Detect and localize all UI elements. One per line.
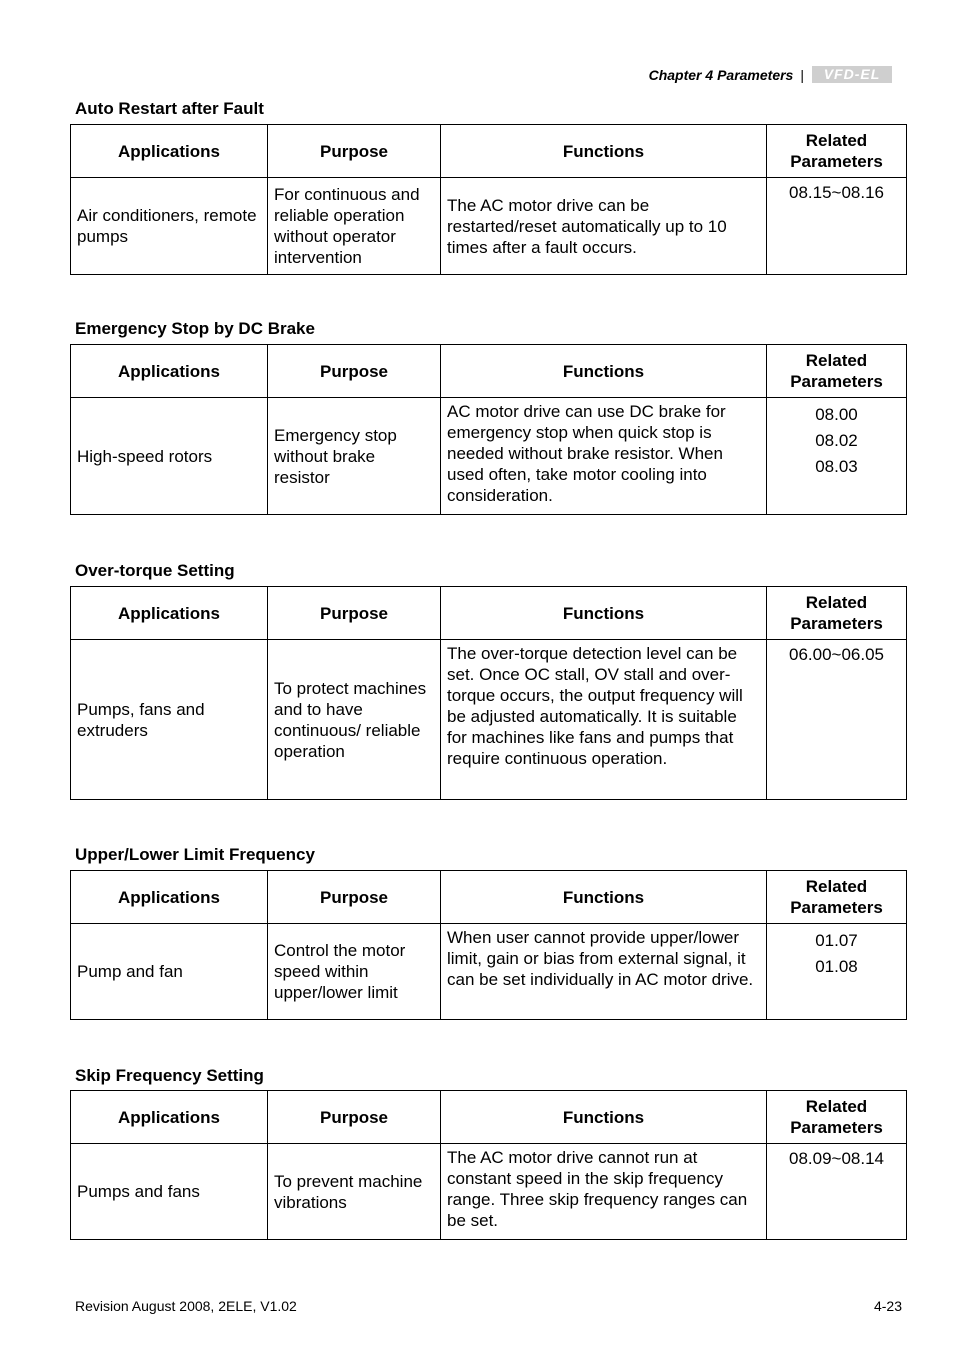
col-functions: Functions bbox=[441, 587, 767, 640]
col-applications: Applications bbox=[71, 1091, 268, 1144]
chapter-title: Chapter 4 Parameters bbox=[648, 66, 794, 83]
table-row bbox=[71, 924, 907, 1020]
related-param: 08.09~08.14 bbox=[788, 1149, 884, 1168]
cell-related bbox=[767, 178, 907, 275]
col-purpose: Purpose bbox=[268, 871, 441, 924]
table-row bbox=[71, 178, 907, 275]
table-header-row bbox=[71, 345, 907, 398]
cell-functions: The AC motor drive can be restarted/reset automatically up to 10 times after a fault occurs. bbox=[441, 178, 767, 275]
col-functions: Functions bbox=[441, 345, 767, 398]
section-title-skip-frequency: Skip Frequency Setting bbox=[75, 1066, 264, 1085]
related-param: 01.08 bbox=[815, 957, 858, 976]
cell-applications: Pumps, fans and extruders bbox=[71, 640, 268, 800]
cell-functions: The over-torque detection level can be set. Once OC stall, OV stall and over-torque occurs, the output frequency will be adjusted automatically. It is suitable for machines like fans and pumps that require continuous operation. bbox=[441, 640, 767, 800]
col-purpose: Purpose bbox=[268, 587, 441, 640]
page-number: 4-23 bbox=[873, 1298, 902, 1314]
related-param: 08.15~08.16 bbox=[788, 183, 884, 202]
related-param: 01.07 bbox=[815, 931, 858, 950]
col-purpose: Purpose bbox=[268, 345, 441, 398]
table-limit-frequency bbox=[70, 870, 907, 1020]
section-title-emergency-stop: Emergency Stop by DC Brake bbox=[75, 319, 315, 338]
col-related: Related Parameters bbox=[767, 125, 907, 178]
col-related: Related Parameters bbox=[767, 345, 907, 398]
col-related: Related Parameters bbox=[767, 871, 907, 924]
table-row bbox=[71, 398, 907, 515]
section-title-auto-restart: Auto Restart after Fault bbox=[75, 99, 264, 118]
col-functions: Functions bbox=[441, 125, 767, 178]
cell-related bbox=[767, 924, 907, 1020]
table-header-row bbox=[71, 587, 907, 640]
col-related: Related Parameters bbox=[767, 1091, 907, 1144]
related-param: 06.00~06.05 bbox=[788, 645, 884, 664]
col-purpose: Purpose bbox=[268, 1091, 441, 1144]
table-emergency-stop bbox=[70, 344, 907, 515]
cell-applications: High-speed rotors bbox=[71, 398, 268, 515]
cell-functions: The AC motor drive cannot run at constant speed in the skip frequency range. Three skip frequency ranges can be set. bbox=[441, 1144, 767, 1240]
revision-footer: Revision August 2008, 2ELE, V1.02 bbox=[75, 1298, 297, 1314]
col-applications: Applications bbox=[71, 345, 268, 398]
table-skip-frequency bbox=[70, 1090, 907, 1240]
table-header-row bbox=[71, 125, 907, 178]
cell-applications: Pump and fan bbox=[71, 924, 268, 1020]
related-param: 08.03 bbox=[815, 457, 858, 476]
col-functions: Functions bbox=[441, 871, 767, 924]
cell-related bbox=[767, 1144, 907, 1240]
cell-purpose: Control the motor speed within upper/lower limit bbox=[268, 924, 441, 1020]
col-applications: Applications bbox=[71, 125, 268, 178]
vfd-el-logo: VFD-EL bbox=[812, 66, 892, 83]
table-row bbox=[71, 640, 907, 800]
cell-functions: When user cannot provide upper/lower limit, gain or bias from external signal, it can be set individually in AC motor drive. bbox=[441, 924, 767, 1020]
col-related: Related Parameters bbox=[767, 587, 907, 640]
page-header bbox=[649, 66, 892, 83]
col-applications: Applications bbox=[71, 871, 268, 924]
col-applications: Applications bbox=[71, 587, 268, 640]
cell-applications: Air conditioners, remote pumps bbox=[71, 178, 268, 275]
cell-functions: AC motor drive can use DC brake for emergency stop when quick stop is needed without brake resistor. When used often, take motor cooling into consideration. bbox=[441, 398, 767, 515]
header-separator: | bbox=[800, 66, 804, 83]
col-purpose: Purpose bbox=[268, 125, 441, 178]
cell-related bbox=[767, 640, 907, 800]
table-over-torque bbox=[70, 586, 907, 800]
related-param: 08.00 bbox=[815, 405, 858, 424]
section-title-over-torque: Over-torque Setting bbox=[75, 561, 235, 580]
cell-purpose: Emergency stop without brake resistor bbox=[268, 398, 441, 515]
col-functions: Functions bbox=[441, 1091, 767, 1144]
cell-applications: Pumps and fans bbox=[71, 1144, 268, 1240]
section-title-limit-frequency: Upper/Lower Limit Frequency bbox=[75, 845, 315, 864]
related-param: 08.02 bbox=[815, 431, 858, 450]
cell-purpose: For continuous and reliable operation without operator intervention bbox=[268, 178, 441, 275]
cell-related bbox=[767, 398, 907, 515]
table-header-row bbox=[71, 871, 907, 924]
table-auto-restart bbox=[70, 124, 907, 275]
cell-purpose: To prevent machine vibrations bbox=[268, 1144, 441, 1240]
table-row bbox=[71, 1144, 907, 1240]
cell-purpose: To protect machines and to have continuous/ reliable operation bbox=[268, 640, 441, 800]
table-header-row bbox=[71, 1091, 907, 1144]
